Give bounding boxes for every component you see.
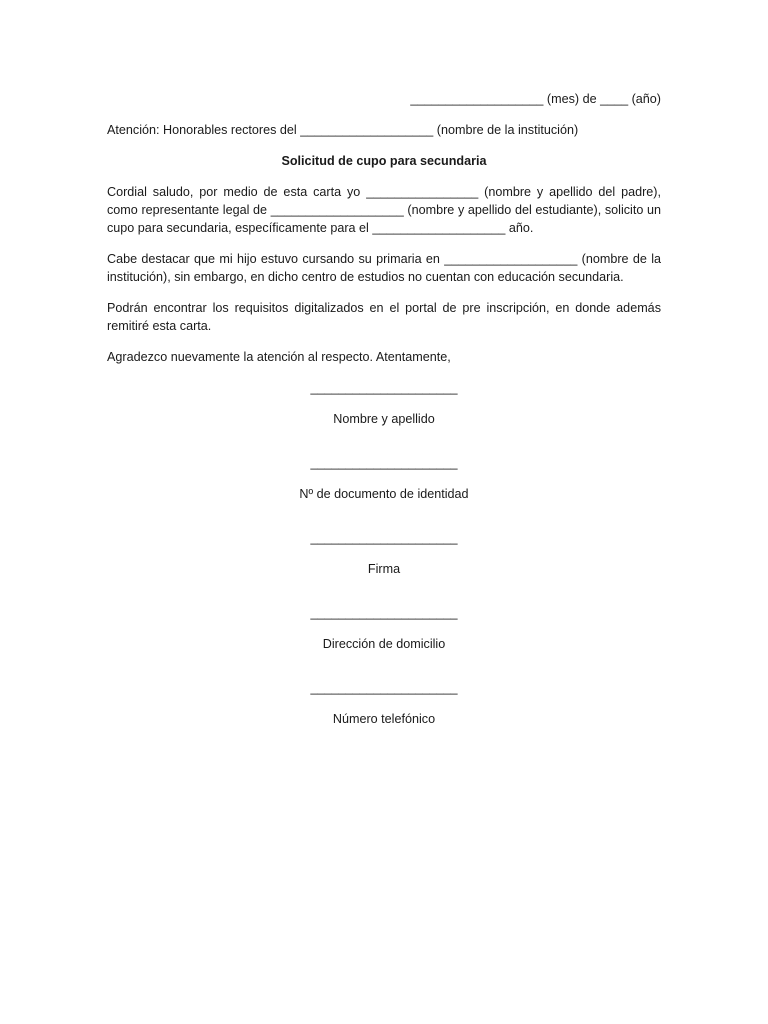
signature-blank-id: _____________________ <box>310 456 458 470</box>
letter-subject: Solicitud de cupo para secundaria <box>281 154 487 168</box>
body-paragraph-greeting: Cordial saludo, por medio de esta carta yo ________________ (nombre y apellido del padre), como representante legal de ___________________ (nombre y apellido del estudiante), solicito un cupo para secundaria, específicamente para el ___________________ año. <box>107 185 661 235</box>
signature-label-address: Dirección de domicilio <box>322 637 446 651</box>
date-line: ___________________ (mes) de ____ (año) <box>410 92 661 106</box>
attention-line: Atención: Honorables rectores del ___________________ (nombre de la institución) <box>107 123 579 137</box>
closing-line: Agradezco nuevamente la atención al respecto. Atentamente, <box>107 350 451 364</box>
signature-label-name: Nombre y apellido <box>333 412 435 426</box>
letter-page <box>107 90 661 754</box>
body-paragraph-primary-school: Cabe destacar que mi hijo estuvo cursando su primaria en ___________________ (nombre de la institución), sin embargo, en dicho centro de estudios no cuentan con educación secundaria. <box>107 252 661 284</box>
signature-label-phone: Número telefónico <box>332 712 436 726</box>
signature-label-id: Nº de documento de identidad <box>299 487 469 501</box>
signature-blank-phone: _____________________ <box>310 681 458 695</box>
signature-label-signature: Firma <box>367 562 401 576</box>
signature-blank-signature: _____________________ <box>310 531 458 545</box>
body-paragraph-requirements: Podrán encontrar los requisitos digitalizados en el portal de pre inscripción, en donde además remitiré esta carta. <box>107 301 661 333</box>
signature-blank-name: _____________________ <box>310 381 458 395</box>
signature-block <box>107 379 661 728</box>
signature-blank-address: _____________________ <box>310 606 458 620</box>
